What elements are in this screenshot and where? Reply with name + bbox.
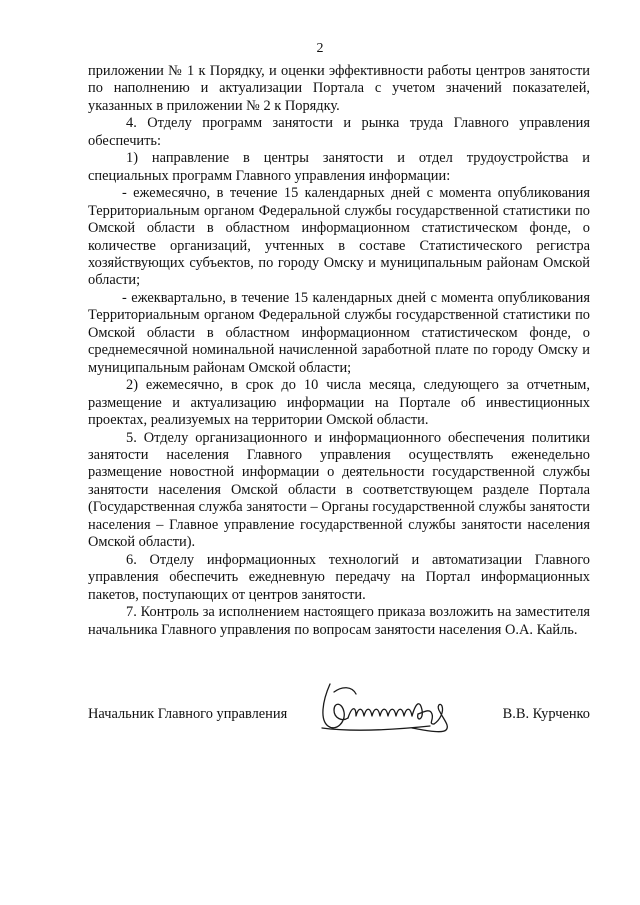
document-body [88,63,590,639]
paragraph-monthly-organizations: - ежемесячно, в течение 15 календарных дней с момента опубликования Территориальным органом Федеральной службы государственной статистики по Омской области в областном информационном статистическом фонде, о количестве организаций, учтенных в составе Статистического регистра хозяйствующих субъектов, по городу Омску и муниципальным районам Омской области; [88,185,590,289]
signatory-position: Начальник Главного управления [88,706,288,722]
paragraph-item-7: 7. Контроль за исполнением настоящего приказа возложить на заместителя начальника Главного управления по вопросам занятости населения О.А. Кайль. [88,604,590,638]
paragraph-quarterly-salary: - ежеквартально, в течение 15 календарных дней с момента опубликования Территориальным органом Федеральной службы государственной статистики по Омской области в областном информационном статистическом фонде, о среднемесячной номинальной начисленной заработной плате по городу Омску и муниципальным районам Омской области; [88,289,590,376]
paragraph-item-5: 5. Отделу организационного и информационного обеспечения политики занятости населения Главного управления осуществлять еженедельно размещение новостной информации о деятельности государственной службы занятости населения Омской области в соответствующем разделе Портала (Государственная служба занятости – Органы государственной службы занятости населения – Главное управление государственной службы занятости населения Омской области). [88,429,590,551]
handwritten-signature [312,672,462,742]
paragraph-continuation: приложении № 1 к Порядку, и оценки эффективности работы центров занятости по наполнению и актуализации Портала с учетом значений показателей, указанных в приложении № 2 к Порядку. [88,63,590,114]
paragraph-item-4: 4. Отделу программ занятости и рынка труда Главного управления обеспечить: [88,115,590,149]
page-number: 2 [316,41,324,56]
paragraph-item-4-1: 1) направление в центры занятости и отдел трудоустройства и специальных программ Главного управления информации: [88,150,590,184]
paragraph-item-6: 6. Отделу информационных технологий и автоматизации Главного управления обеспечить ежедневную передачу на Портал информационных пакетов, поступающих от центров занятости. [88,551,590,603]
paragraph-item-4-2: 2) ежемесячно, в срок до 10 числа месяца, следующего за отчетным, размещение и актуализацию информации на Портале об инвестиционных проектах, реализуемых на территории Омской области. [88,377,590,429]
signatory-name: В.В. Курченко [502,706,590,722]
